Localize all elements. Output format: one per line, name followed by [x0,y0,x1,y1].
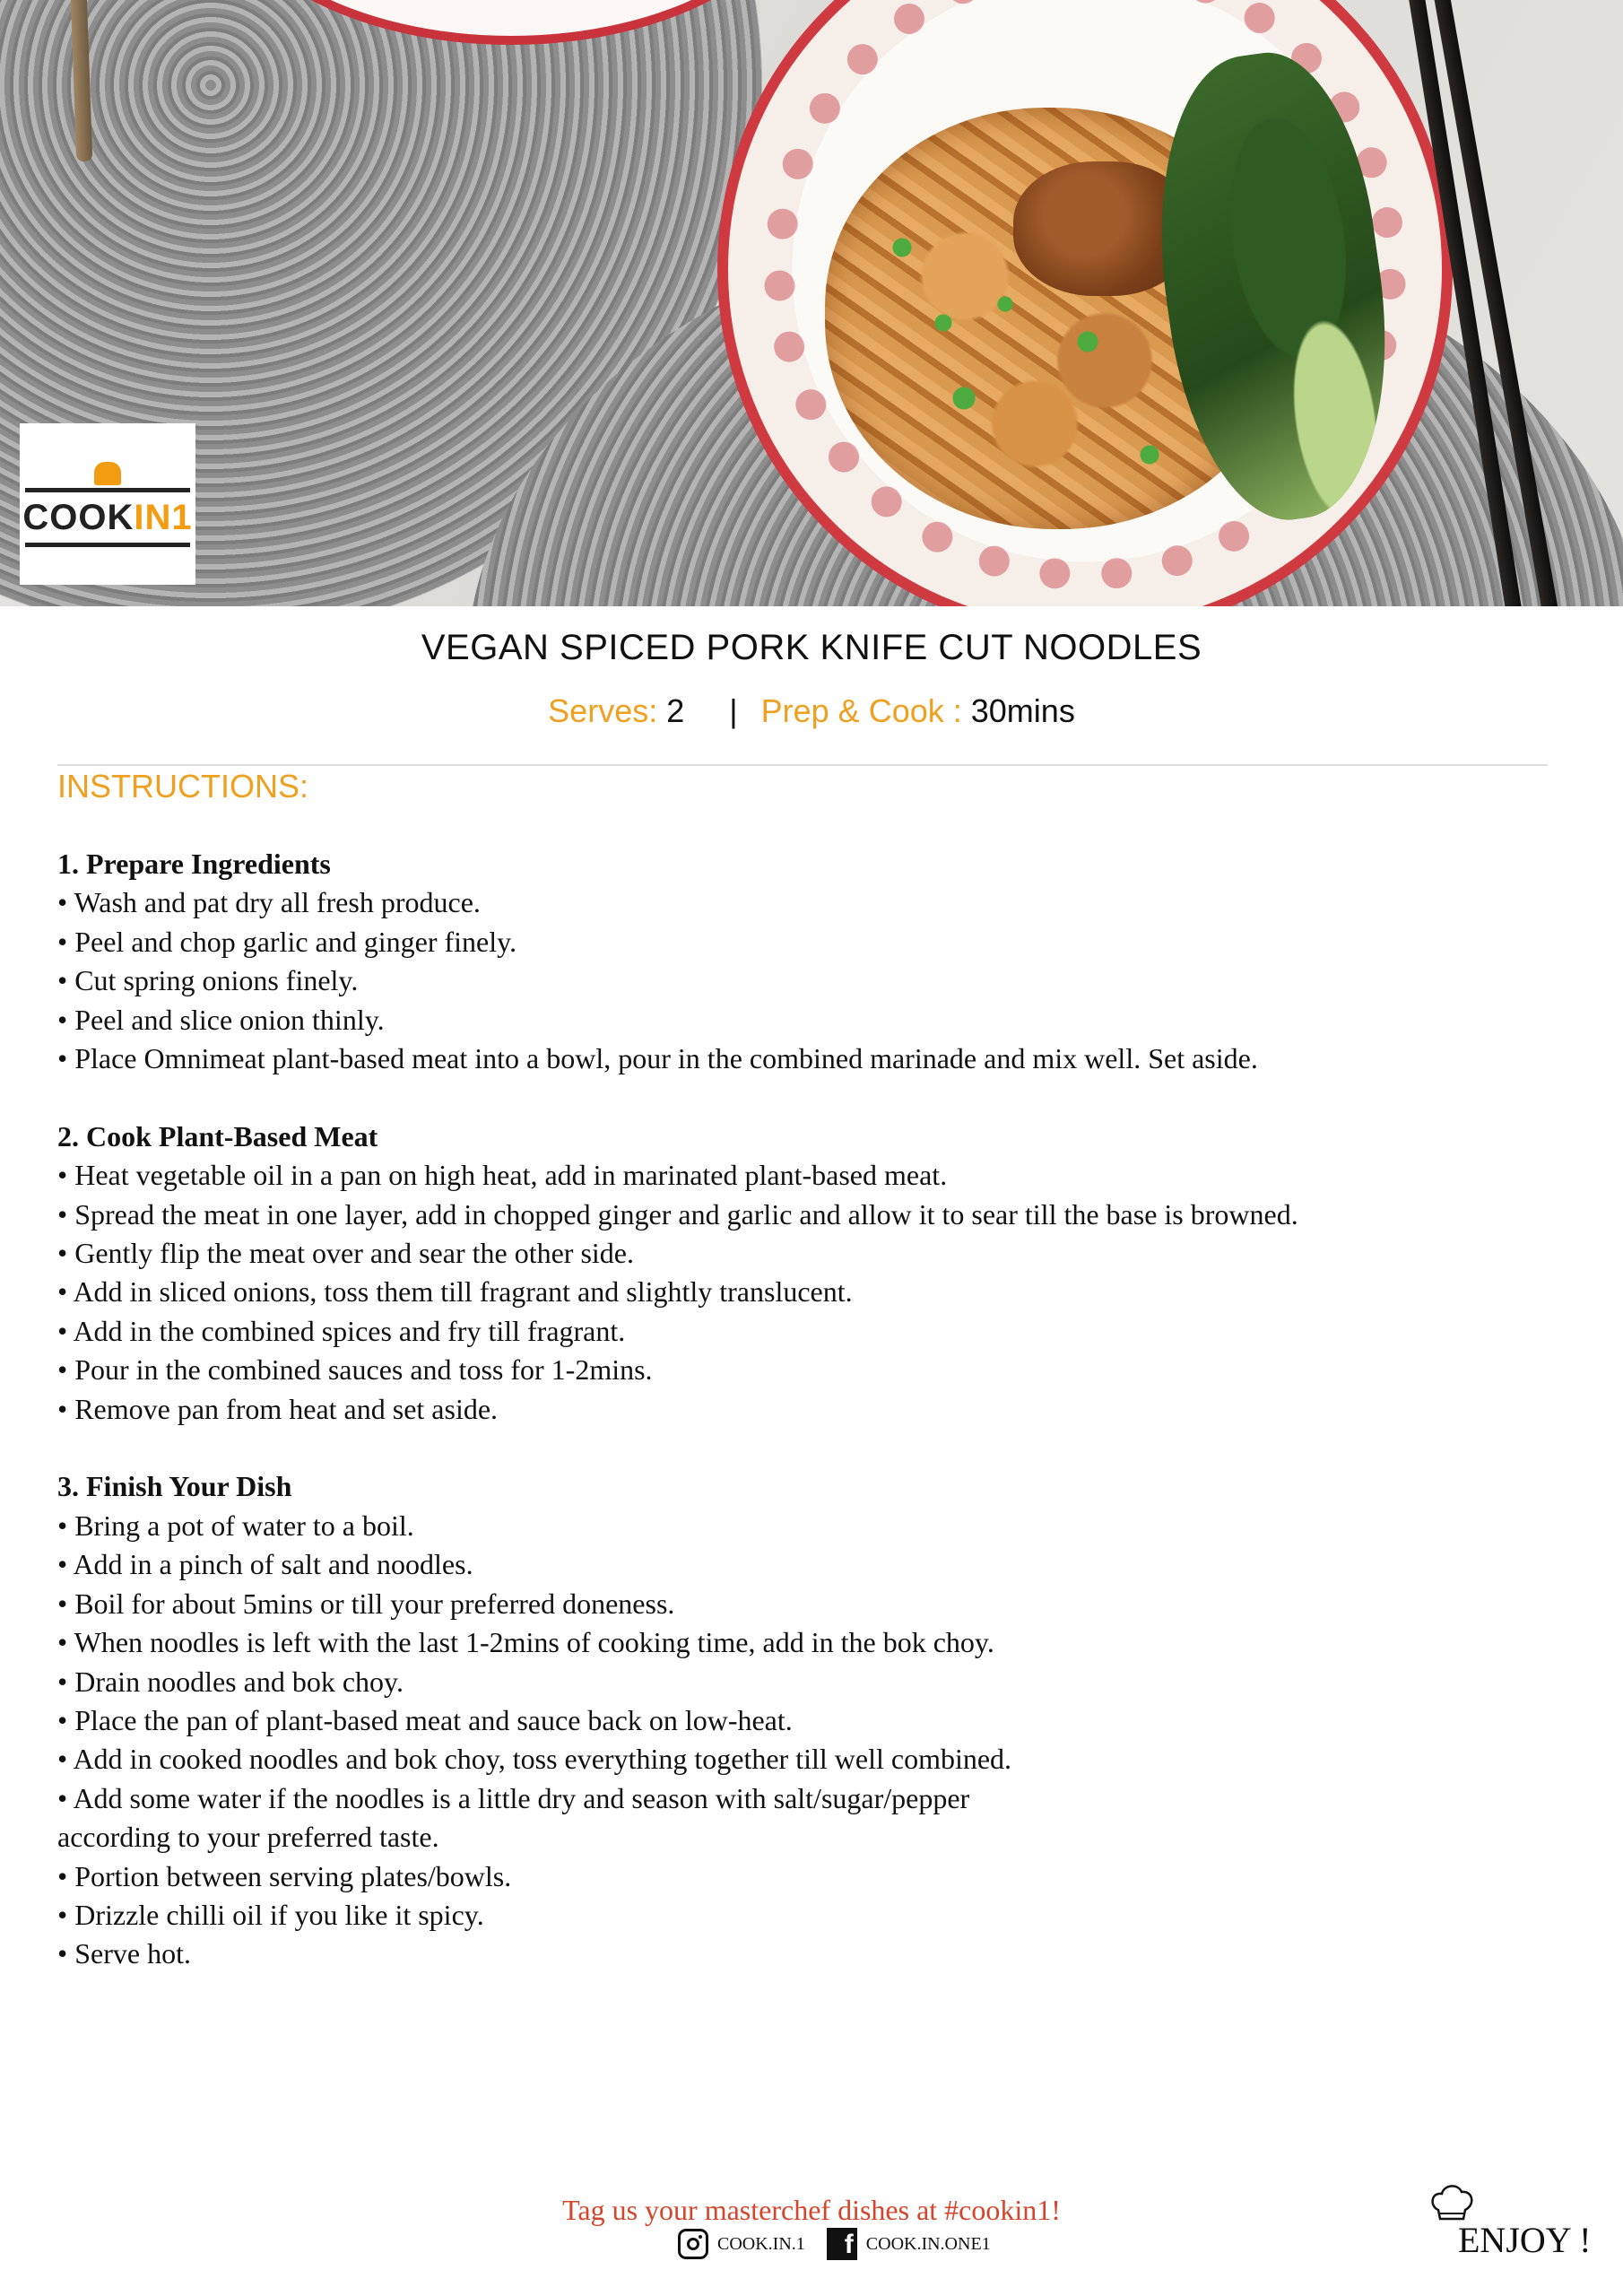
instruction-step: • Peel and slice onion thinly. [57,1003,385,1036]
instruction-step: • When noodles is left with the last 1-2mins of cooking time, add in the bok choy. [57,1626,994,1659]
instruction-step: • Serve hot. [57,1937,191,1970]
section-title: 2. Cook Plant-Based Meat [57,1119,378,1152]
section-title: 3. Finish Your Dish [57,1470,292,1503]
section-title: 1. Prepare Ingredients [57,848,331,880]
logo-rule [25,543,190,547]
footer-tagline: Tag us your masterchef dishes at #cookin1! [562,2194,1061,2226]
instruction-section [57,1467,1582,1973]
social-handles [678,2228,991,2260]
serves-label: Serves: [548,692,658,729]
instruction-step: • Add in a pinch of salt and noodles. [57,1548,473,1581]
instagram-icon [678,2229,708,2259]
meta-separator: | [729,692,738,729]
instagram-handle: COOK.IN.1 [717,2233,805,2254]
instruction-step: • Drain noodles and bok choy. [57,1665,404,1698]
instructions-body [57,845,1582,2013]
prep-cook-label: Prep & Cook : [760,692,962,729]
instruction-step: • Spread the meat in one layer, add in chopped ginger and garlic and allow it to sear till the base is browned. [57,1197,1298,1231]
instruction-step: • Place the pan of plant-based meat and sauce back on low-heat. [57,1703,793,1736]
enjoy-text: ENJOY ! [1458,2220,1592,2260]
instruction-step: • Cut spring onions finely. [57,964,359,997]
instruction-step: • Drizzle chilli oil if you like it spicy. [57,1898,484,1931]
facebook-handle: COOK.IN.ONE1 [865,2233,991,2254]
instruction-step: according to your preferred taste. [57,1821,439,1854]
instruction-step: • Bring a pot of water to a boil. [57,1509,414,1542]
instruction-step: • Add in the combined spices and fry till fragrant. [57,1314,626,1347]
instruction-step: • Add some water if the noodles is a little dry and season with salt/sugar/pepper [57,1781,970,1814]
instruction-step: • Peel and chop garlic and ginger finely. [57,925,517,958]
instruction-step: • Add in cooked noodles and bok choy, toss everything together till well combined. [57,1743,1012,1776]
instruction-section [57,1118,1582,1429]
instruction-step: • Wash and pat dry all fresh produce. [57,886,481,919]
instruction-step: • Heat vegetable oil in a pan on high heat, add in marinated plant-based meat. [57,1159,948,1192]
cookin1-logo [20,423,195,585]
instructions-heading: INSTRUCTIONS: [57,768,309,804]
instruction-step: • Add in sliced onions, toss them till fragrant and slightly translucent. [57,1275,853,1309]
chef-hat-icon [94,462,121,485]
instruction-section [57,845,1582,1078]
facebook-icon: f [827,2228,857,2260]
recipe-meta [0,692,1623,730]
logo-rule [25,488,190,492]
prep-cook-value: 30mins [970,692,1075,729]
instruction-step: • Pour in the combined sauces and toss for 1-2mins. [57,1353,653,1387]
instruction-step: • Remove pan from heat and set aside. [57,1392,499,1425]
instruction-step: • Place Omnimeat plant-based meat into a bowl, pour in the combined marinade and mix well. Set aside. [57,1042,1258,1075]
instruction-step: • Boil for about 5mins or till your preferred doneness. [57,1587,675,1620]
recipe-title: VEGAN SPICED PORK KNIFE CUT NOODLES [421,628,1202,667]
hero-photo [0,0,1623,606]
divider [57,764,1548,766]
instruction-step: • Gently flip the meat over and sear the other side. [57,1237,634,1270]
logo-wordmark: COOKIN1 [22,497,193,537]
serves-value: 2 [666,692,685,729]
instruction-step: • Portion between serving plates/bowls. [57,1859,512,1892]
